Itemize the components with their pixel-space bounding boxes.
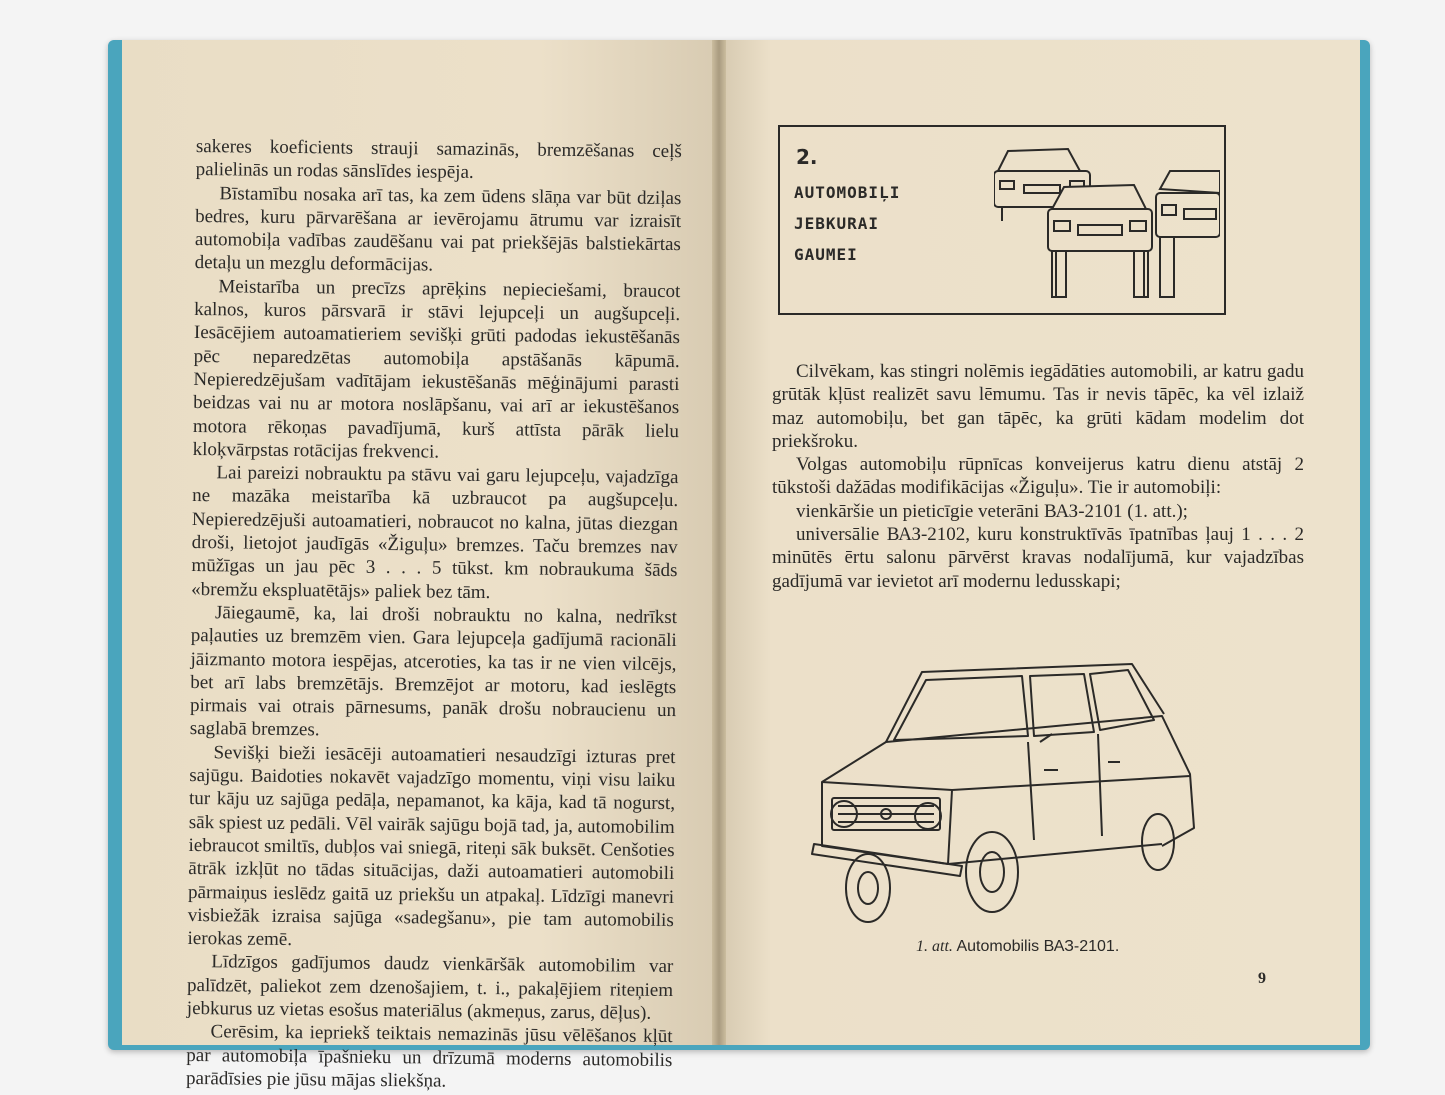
right-page [720, 40, 1360, 1045]
book-gutter [712, 40, 726, 1045]
figure-caption-prefix: 1. att. [916, 938, 953, 955]
page-number: 9 [1258, 970, 1266, 987]
chapter-title-line: AUTOMOBIĻI [794, 183, 901, 202]
paragraph: Cilvēkam, kas stingri nolēmis iegādāties automobili, ar katru gadu grūtāk kļūst realizēt savu lēmumu. Tas ir nevis tāpēc, ka vēl izlaiž maz automobiļu, bet gan tāpēc, ka grūti kādam modelim dot priekšroku. [772, 361, 1304, 452]
paragraph: sakeres koeficients strauji samazinās, bremzēšanas ceļš palielinās un rodas sānslīdes iespēja. [195, 135, 682, 184]
car-illustration [802, 650, 1202, 935]
chapter-title-line: GAUMEI [794, 245, 858, 264]
left-page-text [186, 135, 682, 1095]
figure-caption [916, 938, 1119, 956]
paragraph: Līdzīgos gadījumos daudz vienkāršāk automobilim var palīdzēt, paliekot zem dzenošajiem, t. i., pakaļējiem riteņiem jebkurus uz vietas esošus materiālus (akmeņus, zarus, dēļus). [186, 951, 674, 1024]
chapter-number: 2. [796, 145, 818, 169]
paragraph: Jāiegaumē, ka, lai droši nobrauktu no kalna, nedrīkst paļauties uz bremzēm vien. Gara lejupceļa gadījumā racionāli jāizmanto motora iespējas, atceroties, ka tas ir ne vien vilcējs, bet arī labs bremzētājs. Bremzējot ar motoru, kad ieslēgts pirmais vai otrais pārnesums, panāk drošu nobraucienu un saglabā bremzes. [189, 602, 678, 741]
paragraph: universālie ВАЗ-2102, kuru konstruktīvās īpatnības ļauj 1 . . . 2 minūtēs ērtu salonu pārvērst kravas nodalījumā, kur vajadzības gadījumā var ievietot arī modernu ledusskapi; [772, 524, 1304, 592]
paragraph: Bīstamību nosaka arī tas, ka zem ūdens slāņa var būt dziļas bedres, kuru pārvarēšana ar ievērojamu ātrumu var izraisīt automobiļa vadības zaudēšanu vai pat priekšējās balstiekārtas detaļu un mezglu deformācijas. [194, 182, 682, 276]
figure-caption-text: Automobilis ВАЗ-2101. [956, 938, 1120, 955]
chapter-header-box [778, 125, 1226, 315]
chapter-title-line: JEBKURAI [794, 214, 880, 233]
chapter-title [794, 177, 964, 270]
paragraph: Meistarība un precīzs aprēķins nepieciešami, braucot kalnos, kuros pārsvarā ir stāvi lejupceļi un augšupceļi. Iesācējiem autoamatieriem sevišķi grūti padodas iekustēšanās pēc neparedzētas automobiļa apstāšanās kāpumā. Nepieredzējušam vadītājam iekustēšanās mēģinājumi parasti beidzas vai nu ar motora noslāpšanu, vai arī ar iekustēšanos motora rēkoņas pavadījumā, kurš attīsta pārāk lielu kloķvārpstas rotācijas frekvenci. [192, 276, 681, 463]
paragraph: Lai pareizi nobrauktu pa stāvu vai garu lejupceļu, vajadzīga ne mazāka meistarība kā uzbraucot pa augšupceļu. Nepieredzējuši autoamatieri, nobraucot no kalna, jūtas diezgan droši, lietojot jaudīgās «Žiguļu» bremzes. Taču bremzes nav mūžīgas un jau pēc 3 . . . 5 tūkst. km nobraukuma šāds «bremžu ekspluatētājs» paliek bez tām. [191, 462, 679, 603]
header-cars-illustration [994, 131, 1220, 309]
right-page-text [772, 360, 1304, 593]
paragraph: Cerēsim, ka iepriekš teiktais nemazinās jūsu vēlēšanos kļūt par automobiļa īpašnieku un drīzumā moderns automobilis parādīsies pie jūsu mājas sliekšņa. [186, 1021, 673, 1092]
paragraph: vienkāršie un pieticīgie veterāni ВАЗ-2101 (1. att.); [796, 500, 1188, 522]
paragraph: Sevišķi bieži iesācēji autoamatieri nesaudzīgi izturas pret sajūgu. Baidoties nokavēt vajadzīgo momentu, viņi visu laiku tur kāju uz sajūga pedāļa, nepamanot, ka kāja, kad tā nogurst, sāk spiest uz pedāli. Vēl vairāk sajūgu bojā tad, ja, automobilim iebraucot smiltīs, dubļos vai sniegā, riteņi sāk buksēt. Cenšoties ātrāk izkļūt no tādas situācijas, daži autoamatieri automobili pārmaiņus ieslēdz gaitā uz priekšu un atpakaļ. Līdzīgi manevri visbiežāk izraisa sajūga «sadegšanu», pie tam automobilis ierokas zemē. [187, 741, 676, 951]
left-page [122, 40, 718, 1092]
paragraph: Volgas automobiļu rūpnīcas konveijerus katru dienu atstāj 2 tūkstoši dažādas modifikācijas «Žiguļu». Tie ir automobiļi: [772, 454, 1304, 499]
